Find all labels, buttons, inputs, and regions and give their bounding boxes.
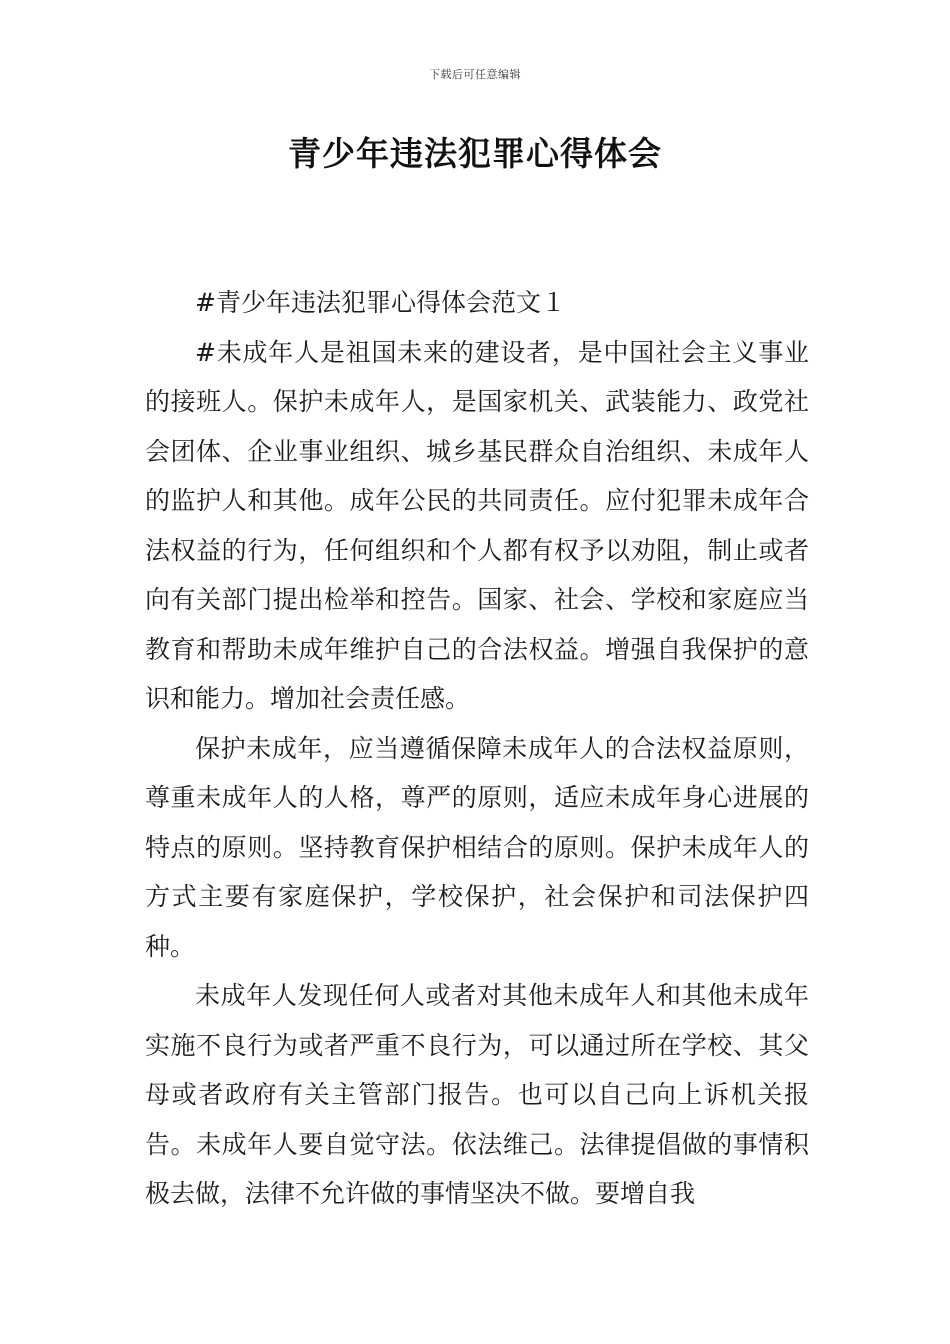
paragraph: 未成年人发现任何人或者对其他未成年人和其他未成年实施不良行为或者严重不良行为，可以通过所在学校、其父母或者政府有关主管部门报告。也可以自己向上诉机关报告。未成年人要自觉守法。依法维己。法律提倡做的事情积极去做，法律不允许做的事情坚决不做。要增自我 [145,981,809,1208]
header-note: 下载后可任意编辑 [429,68,521,81]
paragraph: 保护未成年，应当遵循保障未成年人的合法权益原则，尊重未成年人的人格，尊严的原则，适应未成年身心进展的特点的原则。坚持教育保护相结合的原则。保护未成年人的方式主要有家庭保护，学校保护，社会保护和司法保护四种。 [145,733,809,961]
document-title: 青少年违法犯罪心得体会 [288,134,662,173]
document-body [145,278,809,1219]
paragraph: #未成年人是祖国未来的建设者，是中国社会主义事业的接班人。保护未成年人，是国家机关、武装能力、政党社会团体、企业事业组织、城乡基民群众自治组织、未成年人的监护人和其他。成年公民的共同责任。应付犯罪未成年合法权益的行为，任何组织和个人都有权予以劝阻，制止或者向有关部门提出检举和控告。国家、社会、学校和家庭应当教育和帮助未成年维护自己的合法权益。增强自我保护的意识和能力。增加社会责任感。 [145,337,809,713]
paragraph-subtitle: #青少年违法犯罪心得体会范文１ [195,288,566,317]
